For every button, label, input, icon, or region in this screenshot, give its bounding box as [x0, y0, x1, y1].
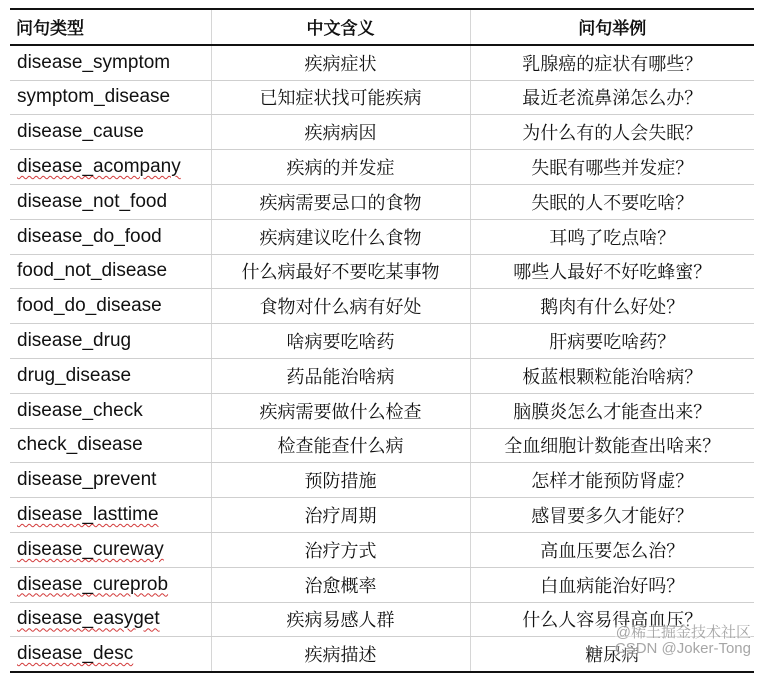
table-row [10, 184, 754, 219]
question-type-cell [10, 219, 211, 254]
table-row [10, 567, 754, 602]
question-example-cell: 怎样才能预防肾虚？ [470, 463, 754, 498]
chinese-meaning-cell: 药品能治啥病 [211, 358, 470, 393]
header-row [10, 9, 754, 45]
question-type-cell [10, 463, 211, 498]
watermark-line-juejin: @稀土掘金技术社区 [615, 624, 751, 641]
chinese-meaning-cell: 已知症状找可能疾病 [211, 80, 470, 115]
chinese-meaning-cell: 检查能查什么病 [211, 428, 470, 463]
table-row [10, 45, 754, 80]
table-row [10, 532, 754, 567]
question-type-text: disease_easyget [17, 608, 160, 630]
watermark [615, 625, 751, 657]
question-type-cell [10, 498, 211, 533]
question-example-cell: 鹅肉有什么好处？ [470, 289, 754, 324]
table-row [10, 80, 754, 115]
chinese-meaning-cell: 疾病的并发症 [211, 150, 470, 185]
question-type-text: disease_cureway [17, 538, 164, 560]
question-type-cell [10, 358, 211, 393]
question-example-cell: 为什么有的人会失眠？ [470, 115, 754, 150]
table-wrapper [10, 8, 754, 673]
question-example-cell: 哪些人最好不好吃蜂蜜？ [470, 254, 754, 289]
chinese-meaning-cell: 疾病描述 [211, 637, 470, 672]
question-type-cell [10, 602, 211, 637]
header-chinese-meaning: 中文含义 [211, 9, 470, 45]
table-body [10, 45, 754, 672]
table-row [10, 289, 754, 324]
question-type-table [10, 8, 754, 673]
chinese-meaning-cell: 疾病病因 [211, 115, 470, 150]
question-type-text: disease_prevent [17, 469, 157, 491]
question-example-cell: 耳鸣了吃点啥？ [470, 219, 754, 254]
chinese-meaning-cell: 疾病易感人群 [211, 602, 470, 637]
question-type-text: food_do_disease [17, 295, 162, 317]
question-type-cell [10, 428, 211, 463]
question-type-cell [10, 324, 211, 359]
question-example-cell: 乳腺癌的症状有哪些？ [470, 45, 754, 80]
question-type-cell [10, 184, 211, 219]
question-type-text: check_disease [17, 434, 143, 456]
table-row [10, 393, 754, 428]
chinese-meaning-cell: 治疗周期 [211, 498, 470, 533]
question-example-cell: 脑膜炎怎么才能查出来？ [470, 393, 754, 428]
question-example-cell: 全血细胞计数能查出啥来？ [470, 428, 754, 463]
question-type-text: disease_desc [17, 643, 134, 665]
chinese-meaning-cell: 食物对什么病有好处 [211, 289, 470, 324]
question-type-text: disease_lasttime [17, 504, 159, 526]
watermark-line-csdn: CSDN @Joker-Tong [614, 640, 751, 657]
question-example-cell: 最近老流鼻涕怎么办？ [470, 80, 754, 115]
table-row [10, 358, 754, 393]
question-type-cell [10, 567, 211, 602]
chinese-meaning-cell: 啥病要吃啥药 [211, 324, 470, 359]
question-type-text: disease_drug [17, 330, 132, 352]
question-type-text: food_not_disease [17, 260, 168, 282]
question-type-cell [10, 393, 211, 428]
question-example-cell: 感冒要多久才能好？ [470, 498, 754, 533]
question-type-text: disease_do_food [17, 225, 162, 247]
question-type-text: symptom_disease [17, 86, 171, 108]
question-type-cell [10, 80, 211, 115]
question-type-text: disease_check [17, 399, 143, 421]
table-row [10, 254, 754, 289]
chinese-meaning-cell: 疾病需要忌口的食物 [211, 184, 470, 219]
chinese-meaning-cell: 治愈概率 [211, 567, 470, 602]
question-type-text: disease_acompany [17, 156, 181, 178]
header-question-example: 问句举例 [470, 9, 754, 45]
table-row [10, 428, 754, 463]
chinese-meaning-cell: 什么病最好不要吃某事物 [211, 254, 470, 289]
question-type-cell [10, 254, 211, 289]
question-example-cell: 什么人容易得高血压？ [470, 602, 754, 637]
question-example-cell: 高血压要怎么治？ [470, 532, 754, 567]
chinese-meaning-cell: 治疗方式 [211, 532, 470, 567]
chinese-meaning-cell: 疾病症状 [211, 45, 470, 80]
question-example-cell: 白血病能治好吗？ [470, 567, 754, 602]
question-type-text: disease_cureprob [17, 573, 169, 595]
table-row [10, 219, 754, 254]
chinese-meaning-cell: 疾病建议吃什么食物 [211, 219, 470, 254]
header-question-type: 问句类型 [10, 9, 211, 45]
question-example-cell: 失眠有哪些并发症？ [470, 150, 754, 185]
question-type-text: disease_symptom [17, 51, 171, 73]
question-example-cell: 失眠的人不要吃啥？ [470, 184, 754, 219]
question-example-cell: 糖尿病 [470, 637, 754, 672]
table-row [10, 115, 754, 150]
table-row [10, 498, 754, 533]
question-example-cell: 板蓝根颗粒能治啥病？ [470, 358, 754, 393]
question-example-cell: 肝病要吃啥药？ [470, 324, 754, 359]
chinese-meaning-cell: 疾病需要做什么检查 [211, 393, 470, 428]
question-type-text: drug_disease [17, 364, 132, 386]
question-type-cell [10, 289, 211, 324]
question-type-cell [10, 45, 211, 80]
table-row [10, 463, 754, 498]
question-type-cell [10, 532, 211, 567]
table-row [10, 324, 754, 359]
table-row [10, 150, 754, 185]
question-type-text: disease_not_food [17, 190, 168, 212]
question-type-cell [10, 150, 211, 185]
question-type-text: disease_cause [17, 121, 144, 143]
question-type-cell [10, 115, 211, 150]
chinese-meaning-cell: 预防措施 [211, 463, 470, 498]
